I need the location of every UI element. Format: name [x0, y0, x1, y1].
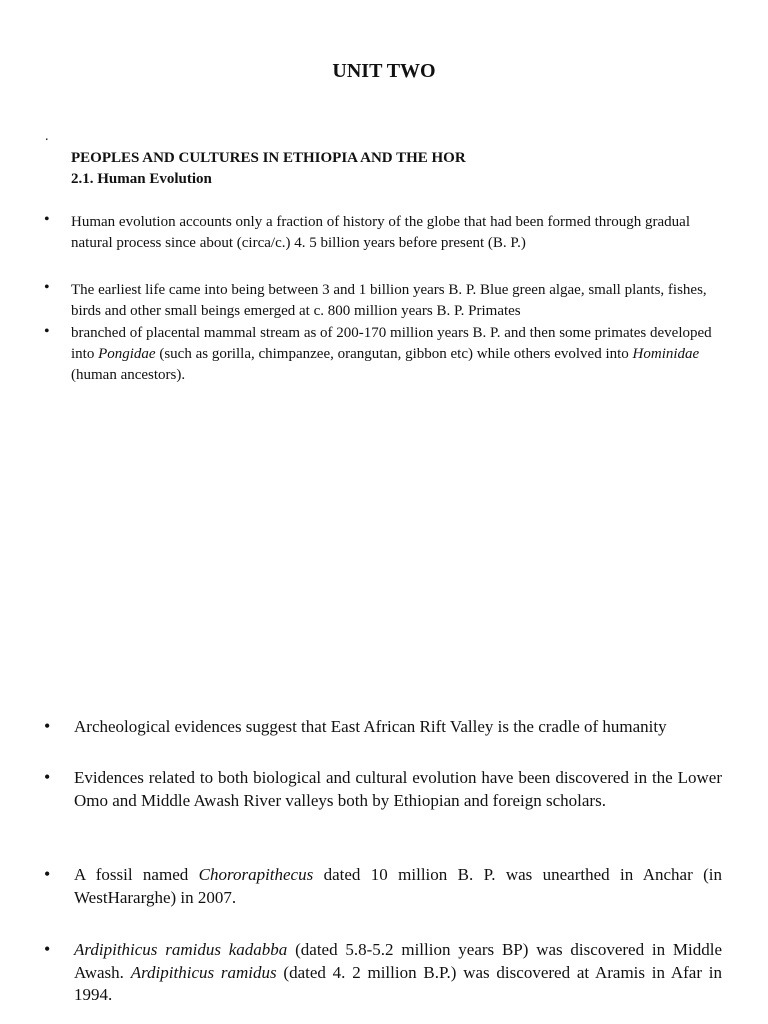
bullet-text-chororapithecus [74, 864, 722, 909]
bullet-icon: • [44, 864, 51, 884]
text-run: (such as gorilla, chimpanzee, orangutan, gibbon etc) while others evolved into [155, 346, 633, 362]
bullet-icon: • [44, 716, 51, 736]
text-run: dated 10 million B. P. was unearthed in Anchar (in WestHararghe) in 2007. [74, 865, 722, 907]
taxon-name: Ardipithicus ramidus [130, 962, 277, 982]
bullet-icon: • [44, 767, 51, 787]
bullet-text-earliest-life: The earliest life came into being between 3 and 1 billion years B. P. Blue green algae, small plants, fishes, birds and other small beings emerged at c. 800 million years B. P. Primates [71, 282, 707, 319]
taxon-name: Chororapithecus [198, 865, 314, 884]
taxon-name: Pongidae [98, 346, 156, 362]
text-run: (human ancestors). [71, 367, 186, 383]
bullet-icon: • [44, 323, 50, 340]
stray-mark: . [45, 129, 49, 144]
bullet-icon: • [44, 939, 51, 959]
text-run: branched of placental mammal stream as of 200-170 million years B. P. and then some primates developed into [71, 325, 712, 362]
bullet-text-evidences: Evidences related to both biological and cultural evolution have been discovered in the Lower Omo and Middle Awash River valleys both by Ethiopian and foreign scholars. [74, 768, 722, 810]
section-heading: PEOPLES AND CULTURES IN ETHIOPIA AND THE HOR [71, 150, 466, 166]
text-run: (dated 4. 2 million B.P.) was discovered at Aramis in Afar in 1994. [74, 962, 723, 1004]
taxon-name: Ardipithicus ramidus kadabba [74, 940, 288, 959]
bullet-text-primates [71, 323, 721, 386]
page-title: UNIT TWO [332, 60, 436, 82]
text-run: A fossil named [74, 865, 199, 884]
text-run: (dated 5.8-5.2 million years BP) was discovered in Middle Awash. [74, 940, 723, 982]
bullet-text-ardipithicus [74, 939, 722, 1007]
bullet-text-rift-valley: Archeological evidences suggest that East African Rift Valley is the cradle of humanity [74, 717, 667, 736]
bullet-text-human-evolution: Human evolution accounts only a fraction of history of the globe that had been formed through gradual natural process since about (circa/c.) 4. 5 billion years before present (B. P.) [71, 214, 690, 251]
taxon-name: Hominidae [632, 346, 700, 362]
bullet-icon: • [44, 279, 50, 296]
subsection-heading: 2.1. Human Evolution [71, 171, 212, 187]
bullet-icon: • [44, 211, 50, 228]
